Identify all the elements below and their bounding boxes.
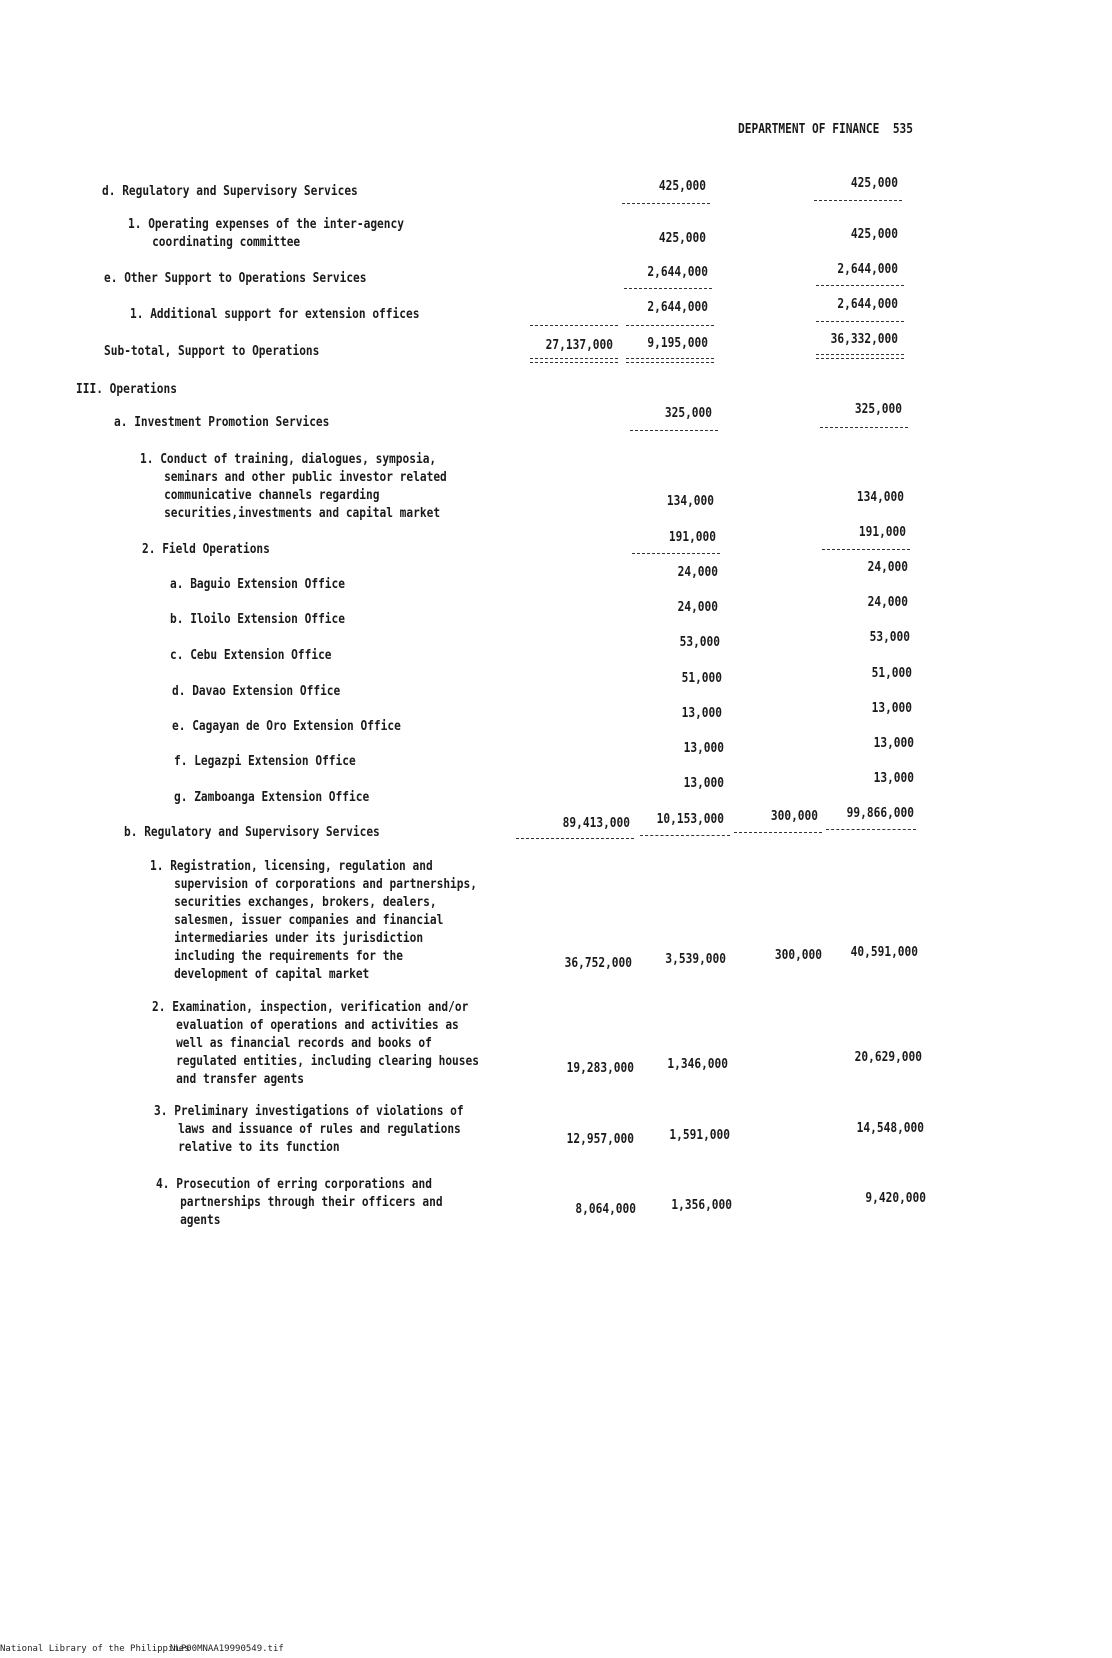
rule bbox=[626, 362, 714, 363]
row-label-a2b: b. Iloilo Extension Office bbox=[170, 612, 346, 627]
cell-b-regulatory-col3: 300,000 bbox=[770, 809, 818, 824]
cell-a-investment-col4: 325,000 bbox=[854, 402, 902, 417]
row-label-subtotal: Sub-total, Support to Operations bbox=[104, 344, 320, 359]
cell-a2e-col2: 13,000 bbox=[681, 706, 722, 721]
row-label-d-regulatory: d. Regulatory and Supervisory Services bbox=[102, 184, 358, 199]
cell-b1-col2: 3,539,000 bbox=[665, 952, 726, 967]
label-line: communicative channels regarding bbox=[164, 488, 380, 503]
cell-e1-col4: 2,644,000 bbox=[837, 297, 898, 312]
label-line: regulated entities, including clearing houses bbox=[176, 1054, 479, 1069]
rule bbox=[626, 358, 714, 359]
row-label-a1 bbox=[140, 451, 447, 523]
row-label-b4 bbox=[156, 1176, 443, 1230]
cell-a2b-col2: 24,000 bbox=[677, 600, 718, 615]
cell-b1-col1: 36,752,000 bbox=[564, 956, 632, 971]
label-line: relative to its function bbox=[178, 1140, 340, 1155]
rule bbox=[734, 832, 822, 833]
cell-a2a-col4: 24,000 bbox=[867, 560, 908, 575]
cell-d1-col2: 425,000 bbox=[658, 231, 706, 246]
row-label-d1 bbox=[128, 216, 404, 252]
cell-b4-col2: 1,356,000 bbox=[671, 1198, 732, 1213]
label-line: securities,investments and capital market bbox=[164, 506, 441, 521]
cell-a2g-col2: 13,000 bbox=[683, 776, 724, 791]
running-header bbox=[738, 122, 913, 137]
rule bbox=[814, 200, 902, 201]
row-label-a2d: d. Davao Extension Office bbox=[172, 684, 341, 699]
rule bbox=[826, 829, 916, 830]
label-line: 1. Operating expenses of the inter-agency bbox=[128, 217, 404, 232]
row-label-a2a: a. Baguio Extension Office bbox=[170, 577, 346, 592]
cell-b1-col4: 40,591,000 bbox=[850, 945, 918, 960]
cell-b2-col1: 19,283,000 bbox=[566, 1061, 634, 1076]
cell-b2-col4: 20,629,000 bbox=[854, 1050, 922, 1065]
rule bbox=[820, 427, 908, 428]
label-line: laws and issuance of rules and regulations bbox=[178, 1122, 461, 1137]
cell-e-other-col2: 2,644,000 bbox=[647, 265, 708, 280]
rule bbox=[816, 358, 904, 359]
section-heading-operations: III. Operations bbox=[76, 382, 177, 397]
cell-a2c-col4: 53,000 bbox=[869, 630, 910, 645]
row-label-a2e: e. Cagayan de Oro Extension Office bbox=[172, 719, 401, 734]
rule bbox=[822, 549, 910, 550]
footer-filename: NLP00MNAA19990549.tif bbox=[170, 1644, 284, 1654]
rule bbox=[630, 430, 718, 431]
cell-a-investment-col2: 325,000 bbox=[664, 406, 712, 421]
rule bbox=[626, 325, 714, 326]
label-line: securities exchanges, brokers, dealers, bbox=[174, 895, 437, 910]
label-line: well as financial records and books of bbox=[176, 1036, 432, 1051]
cell-b-regulatory-col1: 89,413,000 bbox=[562, 816, 630, 831]
footer-library: National Library of the Philippines bbox=[0, 1644, 190, 1654]
label-line: 1. Conduct of training, dialogues, symposia, bbox=[140, 452, 437, 467]
cell-b-regulatory-col2: 10,153,000 bbox=[656, 812, 724, 827]
cell-a2b-col4: 24,000 bbox=[867, 595, 908, 610]
cell-a2d-col4: 51,000 bbox=[871, 666, 912, 681]
cell-a2f-col4: 13,000 bbox=[873, 736, 914, 751]
row-label-a2f: f. Legazpi Extension Office bbox=[174, 754, 356, 769]
cell-d-regulatory-col2: 425,000 bbox=[658, 179, 706, 194]
cell-a2a-col2: 24,000 bbox=[677, 565, 718, 580]
label-line: coordinating committee bbox=[152, 235, 301, 250]
cell-a2c-col2: 53,000 bbox=[679, 635, 720, 650]
cell-d1-col4: 425,000 bbox=[850, 227, 898, 242]
cell-a1-col4: 134,000 bbox=[856, 490, 904, 505]
row-label-a-investment: a. Investment Promotion Services bbox=[114, 415, 330, 430]
label-line: including the requirements for the bbox=[174, 949, 403, 964]
rule bbox=[640, 835, 730, 836]
cell-d-regulatory-col4: 425,000 bbox=[850, 176, 898, 191]
cell-b4-col1: 8,064,000 bbox=[575, 1202, 636, 1217]
label-line: intermediaries under its jurisdiction bbox=[174, 931, 424, 946]
label-line: 3. Preliminary investigations of violations of bbox=[154, 1104, 464, 1119]
cell-a2-col4: 191,000 bbox=[858, 525, 906, 540]
rule bbox=[516, 838, 634, 839]
cell-subtotal-col4: 36,332,000 bbox=[830, 332, 898, 347]
cell-e1-col2: 2,644,000 bbox=[647, 300, 708, 315]
cell-b4-col4: 9,420,000 bbox=[865, 1191, 926, 1206]
label-line: seminars and other public investor related bbox=[164, 470, 447, 485]
cell-a2e-col4: 13,000 bbox=[871, 701, 912, 716]
cell-e-other-col4: 2,644,000 bbox=[837, 262, 898, 277]
label-line: salesmen, issuer companies and financial bbox=[174, 913, 444, 928]
department-name: DEPARTMENT OF FINANCE bbox=[738, 122, 880, 137]
rule bbox=[530, 325, 618, 326]
page-number: 535 bbox=[892, 122, 914, 137]
row-label-e-other: e. Other Support to Operations Services bbox=[104, 271, 367, 286]
rule bbox=[632, 553, 720, 554]
label-line: and transfer agents bbox=[176, 1072, 304, 1087]
row-label-a2: 2. Field Operations bbox=[142, 542, 270, 557]
cell-b3-col1: 12,957,000 bbox=[566, 1132, 634, 1147]
label-line: 2. Examination, inspection, verification and/or bbox=[152, 1000, 469, 1015]
rule bbox=[816, 285, 904, 286]
cell-b2-col2: 1,346,000 bbox=[667, 1057, 728, 1072]
row-label-e1: 1. Additional support for extension offices bbox=[130, 307, 420, 322]
row-label-b2 bbox=[152, 999, 479, 1089]
label-line: 4. Prosecution of erring corporations and bbox=[156, 1177, 432, 1192]
label-line: agents bbox=[180, 1213, 221, 1228]
label-line: 1. Registration, licensing, regulation and bbox=[150, 859, 433, 874]
rule bbox=[816, 321, 904, 322]
label-line: development of capital market bbox=[174, 967, 370, 982]
row-label-a2g: g. Zamboanga Extension Office bbox=[174, 790, 370, 805]
cell-b-regulatory-col4: 99,866,000 bbox=[846, 806, 914, 821]
cell-b1-col3: 300,000 bbox=[774, 948, 822, 963]
cell-b3-col4: 14,548,000 bbox=[856, 1121, 924, 1136]
rule bbox=[624, 288, 712, 289]
cell-subtotal-col2: 9,195,000 bbox=[647, 336, 708, 351]
label-line: partnerships through their officers and bbox=[180, 1195, 443, 1210]
rule bbox=[816, 354, 904, 355]
cell-subtotal-col1: 27,137,000 bbox=[545, 338, 613, 353]
rule bbox=[530, 362, 618, 363]
rule bbox=[530, 358, 618, 359]
cell-a2g-col4: 13,000 bbox=[873, 771, 914, 786]
cell-a2d-col2: 51,000 bbox=[681, 671, 722, 686]
row-label-b3 bbox=[154, 1103, 464, 1157]
cell-a1-col2: 134,000 bbox=[666, 494, 714, 509]
label-line: evaluation of operations and activities as bbox=[176, 1018, 459, 1033]
cell-a2-col2: 191,000 bbox=[668, 530, 716, 545]
label-line: supervision of corporations and partnerships, bbox=[174, 877, 477, 892]
rule bbox=[622, 203, 710, 204]
cell-a2f-col2: 13,000 bbox=[683, 741, 724, 756]
row-label-b1 bbox=[150, 858, 477, 984]
row-label-b-regulatory: b. Regulatory and Supervisory Services bbox=[124, 825, 380, 840]
cell-b3-col2: 1,591,000 bbox=[669, 1128, 730, 1143]
row-label-a2c: c. Cebu Extension Office bbox=[170, 648, 332, 663]
